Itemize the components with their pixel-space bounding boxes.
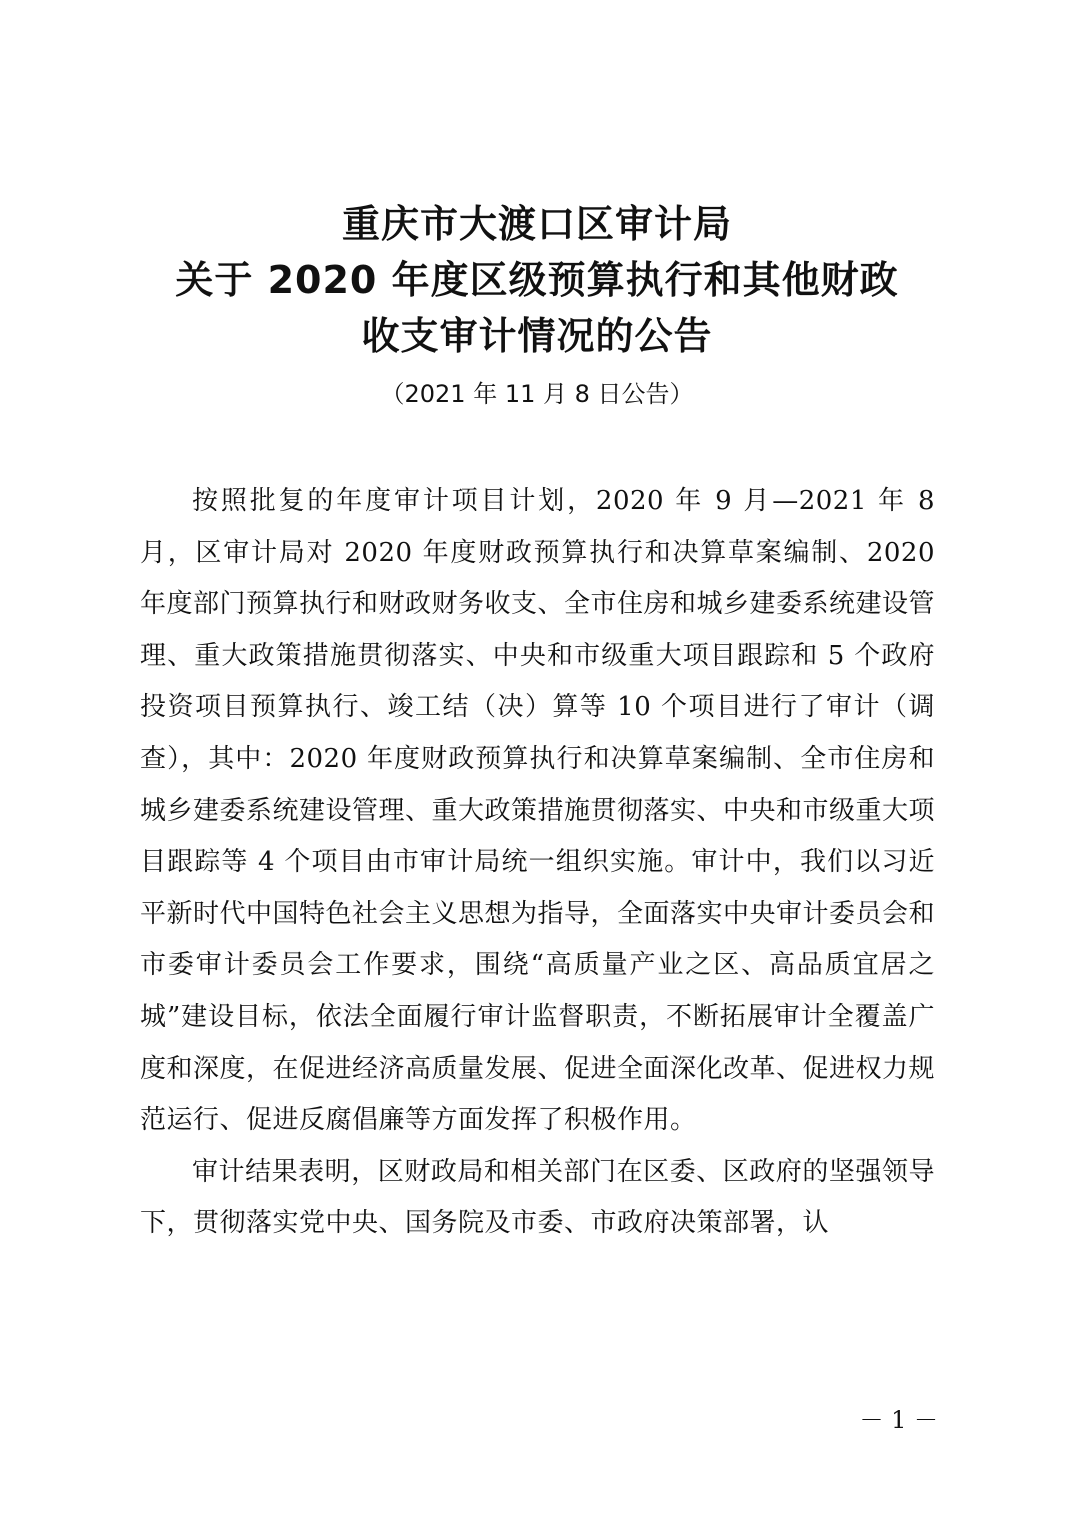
document-body xyxy=(140,476,935,1250)
paragraph-2: 审计结果表明，区财政局和相关部门在区委、区政府的坚强领导下，贯彻落实党中央、国务院及市委、市政府决策部署，认 xyxy=(140,1156,935,1239)
title-line-2: 关于 2020 年度区级预算执行和其他财政 xyxy=(175,258,899,302)
announcement-date: （2021 年 11 月 8 日公告） xyxy=(380,380,694,408)
title-line-1: 重庆市大渡口区审计局 xyxy=(341,202,732,246)
paragraph-1: 按照批复的年度审计项目计划，2020 年 9 月—2021 年 8 月，区审计局对 2020 年度财政预算执行和决算草案编制、2020 年度部门预算执行和财政财务收支、全市住房和城乡建委系统建设管理、重大政策措施贯彻落实、中央和市级重大项目跟踪和 5 个政府投资项目预算执行、竣工结（决）算等 10 个项目进行了审计（调查），其中：2020 年度财政预算执行和决算草案编制、全市住房和城乡建委系统建设管理、重大政策措施贯彻落实、中央和市级重大项目跟踪等 4 个项目由市审计局统一组织实施。审计中，我们以习近平新时代中国特色社会主义思想为指导，全面落实中央审计委员会和市委审计委员会工作要求，围绕“高质量产业之区、高品质宜居之城”建设目标，依法全面履行审计监督职责，不断拓展审计全覆盖广度和深度，在促进经济高质量发展、促进全面深化改革、促进权力规范运行、促进反腐倡廉等方面发挥了积极作用。 xyxy=(140,486,936,1136)
document-title xyxy=(0,196,1074,364)
title-line-3: 收支审计情况的公告 xyxy=(361,314,713,358)
page-number: － 1 － xyxy=(859,1406,938,1434)
